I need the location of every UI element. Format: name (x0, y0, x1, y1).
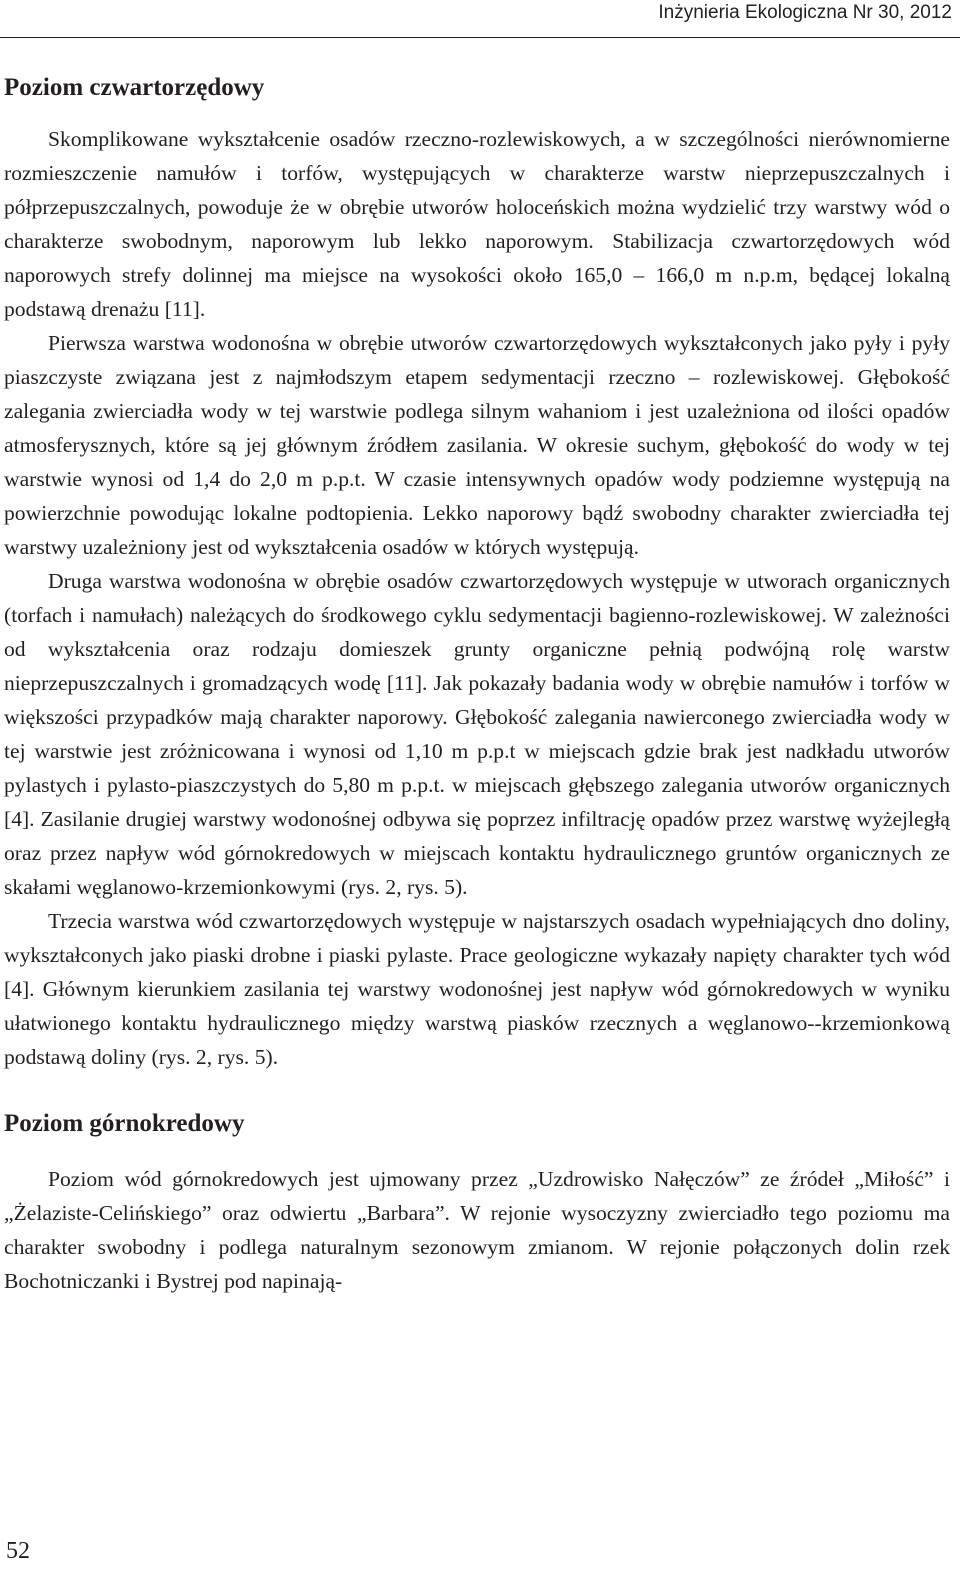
paragraph: Poziom wód górnokredowych jest ujmowany przez „Uzdrowisko Nałęczów” ze źródeł „Miłość” i „Żelaziste-Celińskiego” oraz odwiertu „Barbara”. W rejonie wysoczyzny zwierciadło tego poziomu ma charakter swobodny i podlega naturalnym sezonowym zmianom. W rejonie połączonych dolin rzek Bochotniczanki i Bystrej pod napinają- (4, 1167, 950, 1293)
section-heading-quaternary: Poziom czwartorzędowy (4, 74, 265, 101)
paragraph: Trzecia warstwa wód czwartorzędowych występuje w najstarszych osadach wypełniających dno doliny, wykształconych jako piaski drobne i piaski pylaste. Prace geologiczne wykazały napięty charakter tych wód [4]. Głównym kierunkiem zasilania tej warstwy wodonośnej jest napływ wód górnokredowych w wyniku ułatwionego kontaktu hydraulicznego między warstwą piasków rzecznych a węglanowo--krzemionkową podstawą doliny (rys. 2, rys. 5). (4, 909, 950, 1069)
section-heading-upper-cretaceous: Poziom górnokredowy (4, 1110, 245, 1137)
running-header: Inżynieria Ekologiczna Nr 30, 2012 (658, 2, 952, 23)
paragraph: Druga warstwa wodonośna w obrębie osadów czwartorzędowych występuje w utworach organicznych (torfach i namułach) należących do środkowego cyklu sedymentacji bagienno-rozlewiskowej. W zależności od wykształcenia oraz rodzaju domieszek grunty organiczne pełnią podwójną rolę warstw nieprzepuszczalnych i gromadzących wodę [11]. Jak pokazały badania wody w obrębie namułów i torfów w większości przypadków mają charakter naporowy. Głębokość zalegania nawierconego zwierciadła wody w tej warstwie jest zróżnicowana i wynosi od 1,10 m p.p.t w miejscach gdzie brak jest nadkładu utworów pylastych i pylasto-piaszczystych do 5,80 m p.p.t. w miejscach głębszego zalegania utworów organicznych [4]. Zasilanie drugiej warstwy wodonośnej odbywa się poprzez infiltrację opadów przez warstwę wyżejległą oraz przez napływ wód górnokredowych w miejscach kontaktu hydraulicznego gruntów organicznych ze skałami węglanowo-krzemionkowymi (rys. 2, rys. 5). (4, 569, 950, 899)
paragraph: Pierwsza warstwa wodonośna w obrębie utworów czwartorzędowych wykształconych jako pyły i pyły piaszczyste związana jest z najmłodszym etapem sedymentacji rzeczno – rozlewiskowej. Głębokość zalegania zwierciadła wody w tej warstwie podlega silnym wahaniom i jest uzależniona od ilości opadów atmosferysznych, które są jej głównym źródłem zasilania. W okresie suchym, głębokość do wody w tej warstwie wynosi od 1,4 do 2,0 m p.p.t. W czasie intensywnych opadów wody podziemne występują na powierzchnie powodując lokalne podtopienia. Lekko naporowy bądź swobodny charakter zwierciadła tej warstwy uzależniony jest od wykształcenia osadów w których występują. (4, 331, 950, 559)
page-number: 52 (6, 1538, 30, 1564)
article-body (4, 70, 950, 1298)
header-rule (0, 37, 960, 38)
paragraph: Skomplikowane wykształcenie osadów rzeczno-rozlewiskowych, a w szczególności nierównomierne rozmieszczenie namułów i torfów, występujących w charakterze warstw nieprzepuszczalnych i półprzepuszczalnych, powoduje że w obrębie utworów holoceńskich można wydzielić trzy warstwy wód o charakterze swobodnym, naporowym lub lekko naporowym. Stabilizacja czwartorzędowych wód naporowych strefy dolinnej ma miejsce na wysokości około 165,0 – 166,0 m n.p.m, będącej lokalną podstawą drenażu [11]. (4, 127, 950, 321)
